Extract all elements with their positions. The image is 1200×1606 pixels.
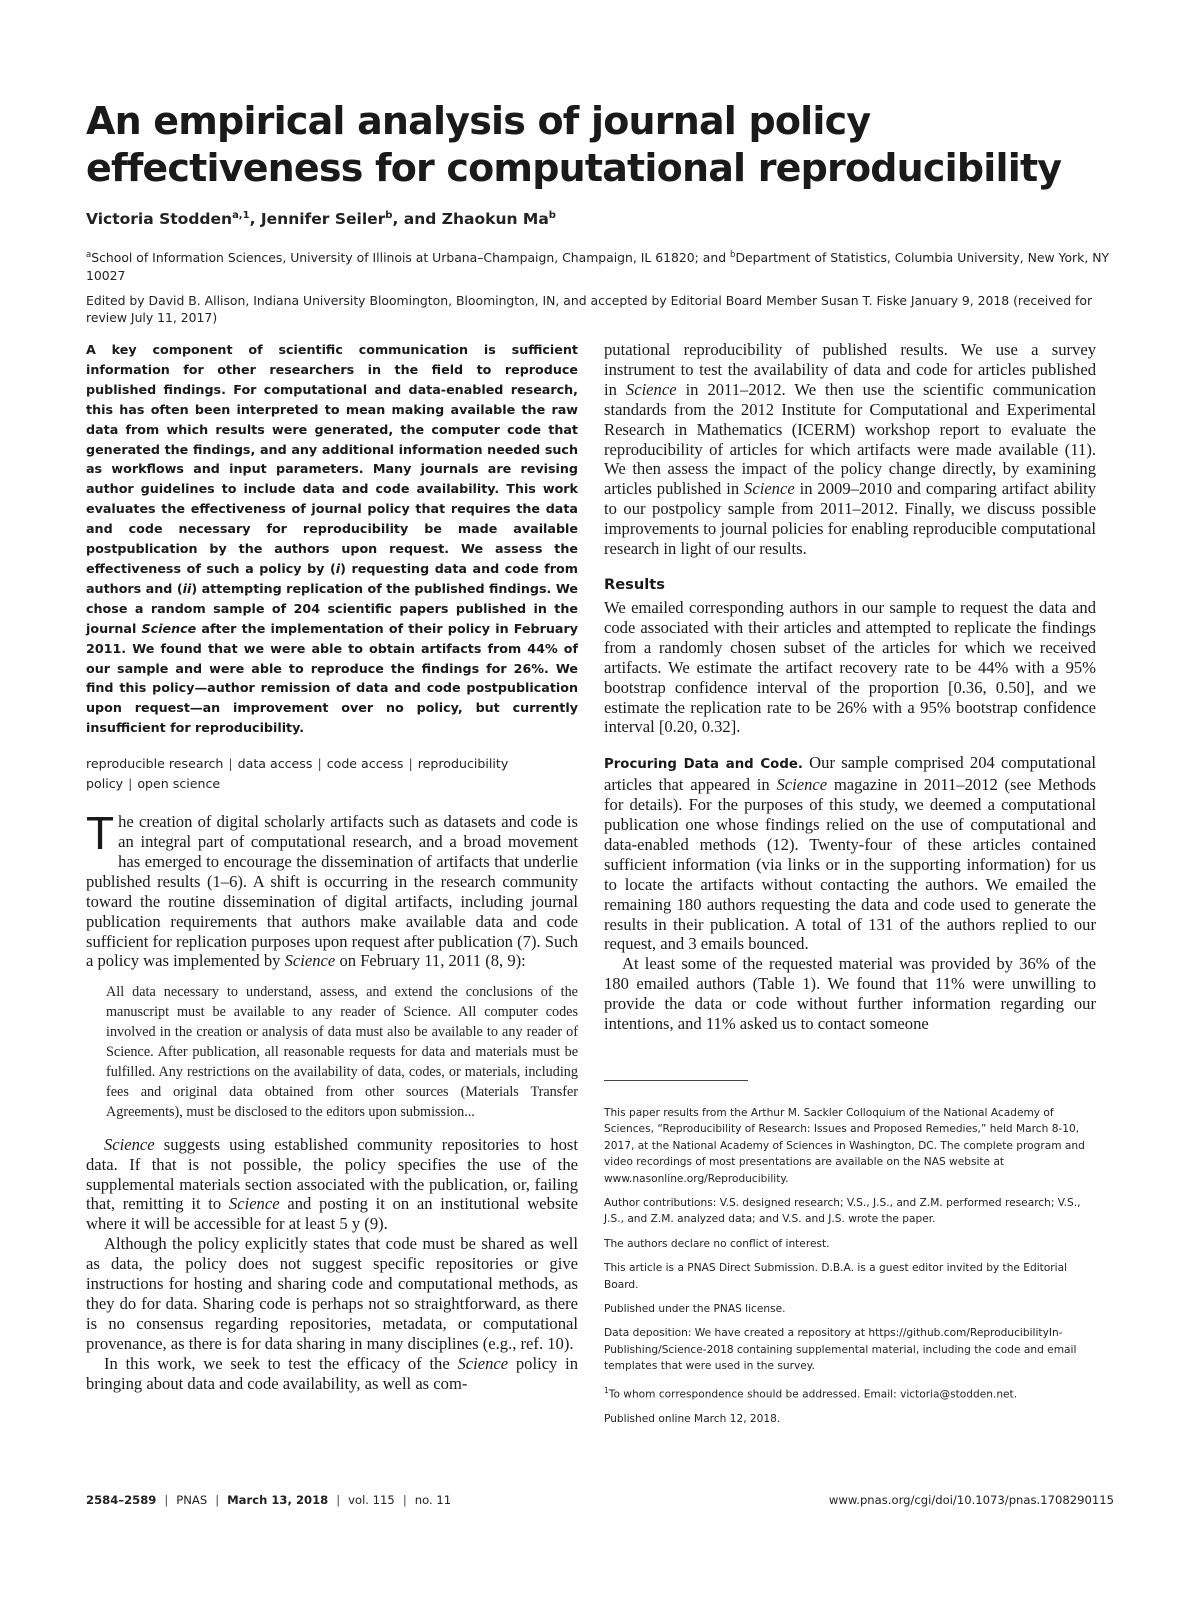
footnote-conflict: The authors declare no conflict of interest. [604, 1237, 830, 1250]
footnote-divider [604, 1080, 748, 1081]
footer-pages: 2584–2589 [86, 1493, 157, 1507]
left-column [86, 340, 578, 1394]
author-name: Zhaokun Ma [441, 210, 549, 229]
footer-date: March 13, 2018 [227, 1493, 329, 1507]
abstract [86, 340, 578, 738]
abstract-italic: ii [182, 580, 192, 596]
journal-name: Science [104, 1134, 155, 1154]
keyword-separator: | [317, 756, 322, 772]
drop-cap: T [86, 807, 115, 860]
footer-separator: | [164, 1493, 169, 1507]
body-text: magazine in 2011–2012 (see Methods for details). For the purposes of this study, we deemed a computational publication one whose findings relied on the use of computational and data-enabled methods (12). Twenty-four of these articles contained sufficient information (via links or in the supporting information) for us to locate the artifacts without contacting the authors. We emailed the remaining 180 authors requesting the data and code used to generate the results in their publication. A total of 131 of the authors replied to our request, and 3 emails bounced. [604, 775, 1096, 954]
footnote-text: To whom correspondence should be addressed. Email: victoria@stodden.net. [608, 1388, 1018, 1401]
footnote-correspondence [604, 1383, 1096, 1403]
body-text: policy in bringing about data and code availability, as well as com- [86, 1353, 579, 1393]
body-text: In this work, we seek to test the efficacy of the [104, 1353, 458, 1373]
body-paragraph: We emailed corresponding authors in our sample to request the data and code associated with their articles and attempted to replicate the findings from a randomly chosen subset of the articles for which we received artifacts. We estimate the artifact recovery rate to be 44% with a 95% bootstrap confidence interval of the proportion [0.36, 0.50], and we estimate the replication rate to be 26% with a 95% bootstrap confidence interval [0.20, 0.32]. [604, 597, 1096, 737]
body-paragraph [604, 340, 1096, 559]
body-paragraph: At least some of the requested material was provided by 36% of the 180 emailed authors (Table 1). We found that 11% were unwilling to provide the data or code without further information regarding our intentions, and 11% asked us to contact someone [604, 954, 1096, 1034]
journal-name: Science [284, 951, 336, 971]
body-paragraph [86, 1135, 578, 1235]
footnote-sup: 1 [604, 1385, 609, 1395]
footnote-direct-submission: This article is a PNAS Direct Submission. D.B.A. is a guest editor invited by the Editorial Board. [604, 1262, 1068, 1291]
keyword-separator: | [408, 756, 413, 772]
keyword: data access [237, 756, 313, 772]
body-text: Our sample comprised 204 computational articles that appeared in [604, 753, 1096, 795]
abstract-text: A key component of scientific communication is sufficient information for other researchers in the field to reproduce published findings. For computational and data-enabled research, this has often been interpreted to mean making available the raw data from which results were generated, the computer code that generated the findings, and any additional information needed such as workflows and input parameters. Many journals are revising author guidelines to include data and code availability. This work evaluates the effectiveness of journal policy that requires the data and code necessary for reproducibility be made available postpublication by the authors upon request. We assess the effectiveness of such a policy by ( [86, 342, 578, 576]
keyword-separator: | [228, 756, 233, 772]
affil-sup-b: b [730, 250, 736, 260]
body-paragraph: Although the policy explicitly states that code must be shared as well as data, the policy does not suggest specific repositories or give instructions for hosting and sharing code and computational methods, as they do for data. Sharing code is perhaps not so straightforward, as there is no consensus regarding repositories, metadata, or computational provenance, as there is for data sharing in many disciplines (e.g., ref. 10). [86, 1234, 578, 1353]
keyword: reproducible research [86, 756, 224, 772]
edited-by: Edited by David B. Allison, Indiana University Bloomington, Bloomington, IN, and accepted by Editorial Board Member Susan T. Fiske January 9, 2018 (received for review July 11, 2017) [86, 293, 1093, 325]
section-heading-results: Results [604, 575, 665, 593]
footnote-license: Published under the PNAS license. [604, 1303, 786, 1316]
keyword: open science [137, 776, 221, 792]
body-text: and posting it on an institutional website where it will be accessible for at least 5 y (9). [86, 1194, 578, 1234]
affiliations [86, 246, 1116, 285]
body-text: suggests using established community repositories to host data. If that is not possible, the policy specifies the use of the supplemental materials section associated with the publication, or, failing that, remitting it to [86, 1134, 578, 1214]
footer-separator: | [402, 1493, 407, 1507]
abstract-text: after the implementation of their policy in February 2011. We found that we were able to obtain artifacts from 44% of our sample and were able to reproduce the findings for 26%. We find this policy—author remission of data and code postpublication upon request—an improvement over no policy, but currently insufficient for reproducibility. [86, 620, 578, 736]
body-text: he creation of digital scholarly artifacts such as datasets and code is an integral part of computational research, and a broad movement has emerged to encourage the dissemination of artifacts that underlie published results (1–6). A shift is occurring in the research community toward the routine dissemination of digital artifacts, including journal publication requirements that authors make available data and code sufficient for replication purposes upon request after publication (7). Such a policy was implemented by [86, 812, 578, 971]
affil-b-text: Department of Statistics, Columbia University, New York, NY 10027 [86, 250, 1110, 284]
right-column [604, 340, 1096, 1435]
footer-issue: no. 11 [414, 1493, 452, 1507]
footnote-contributions: Author contributions: V.S. designed research; V.S., J.S., and Z.M. performed research; V.S., J.S., and Z.M. analyzed data; and V.S. and J.S. wrote the paper. [604, 1197, 1081, 1226]
author-affil-sup: b [548, 210, 556, 221]
journal-name: Science [457, 1353, 509, 1373]
journal-name: Science [744, 479, 795, 499]
body-text: on February 11, 2011 (8, 9): [335, 951, 526, 971]
abstract-text: ) requesting data and code from authors and ( [86, 560, 578, 596]
policy-quote: All data necessary to understand, assess, and extend the conclusions of the manuscript must be available to any reader of Science. All computer codes involved in the creation or analysis of data must also be available to any reader of Science. After publication, all reasonable requests for data and materials must be fulfilled. Any restrictions on the availability of data, codes, or materials, including fees and original data obtained from other sources (Materials Transfer Agreements), must be disclosed to the editors upon submission... [106, 984, 578, 1120]
footer-separator: | [336, 1493, 341, 1507]
abstract-italic: Science [141, 620, 197, 636]
author-name: Jennifer Seiler [260, 210, 386, 229]
abstract-italic: i [335, 560, 341, 576]
article-title: An empirical analysis of journal policy effectiveness for computational reproducibility [86, 99, 1062, 190]
body-text: putational reproducibility of published results. We use a survey instrument to test the availability of data and code for articles published in [604, 340, 1096, 399]
author-affil-sup: b [385, 210, 393, 221]
keyword: code access [326, 756, 404, 772]
author-list [86, 205, 556, 230]
journal-name: Science [776, 775, 828, 795]
keywords [86, 754, 578, 794]
footer-separator: | [215, 1493, 220, 1507]
keyword: reproducibility policy [86, 756, 509, 792]
intro-paragraph [86, 807, 578, 971]
abstract-text: ) attempting replication of the published findings. We chose a random sample of 204 scientific papers published in the journal [86, 580, 578, 636]
footnote-data-deposition: Data deposition: We have created a repository at https://github.com/ReproducibilityIn-Publishing/Science-2018 containing supplemental material, including the code and email templates that were used in the survey. [604, 1327, 1077, 1373]
footer-journal: PNAS [176, 1493, 208, 1507]
author-affil-sup: a,1 [232, 210, 250, 221]
author-separator: , and [392, 210, 442, 229]
affil-sup-a: a [86, 250, 92, 260]
footnote-published-online: Published online March 12, 2018. [604, 1412, 781, 1425]
journal-name: Science [228, 1194, 280, 1214]
author-name: Victoria Stodden [86, 210, 233, 229]
author-separator: , [249, 210, 261, 229]
footer-citation [86, 1493, 451, 1507]
footer-doi-link[interactable]: www.pnas.org/cgi/doi/10.1073/pnas.1708290115 [828, 1493, 1114, 1507]
body-paragraph [604, 753, 1096, 954]
body-text: in 2011–2012. We then use the scientific communication standards from the 2012 Institute for Computational and Experimental Research in Mathematics (ICERM) workshop report to evaluate the reproducibility of articles for which artifacts were made available (11). We then assess the impact of the policy change directly, by examining articles published in [604, 379, 1096, 499]
body-paragraph [86, 1354, 578, 1394]
footnote-colloquium: This paper results from the Arthur M. Sackler Colloquium of the National Academy of Sciences, “Reproducibility of Research: Issues and Proposed Remedies,” held March 8-10, 2017, at the National Academy of Sciences in Washington, DC. The complete program and video recordings of most presentations are available on the NAS website at www.nasonline.org/Reproducibility. [604, 1107, 1085, 1185]
affil-a-text: School of Information Sciences, University of Illinois at Urbana–Champaign, Champaign, IL 61820; and [91, 250, 731, 266]
subsection-heading-procuring: Procuring Data and Code. [604, 757, 803, 773]
footer-volume: vol. 115 [348, 1493, 395, 1507]
keyword-separator: | [128, 776, 133, 792]
journal-name: Science [625, 379, 677, 399]
body-text: in 2009–2010 and comparing artifact ability to our postpolicy sample from 2011–2012. Finally, we discuss possible improvements to journal policies for enabling reproducible computational research in light of our results. [604, 479, 1096, 559]
